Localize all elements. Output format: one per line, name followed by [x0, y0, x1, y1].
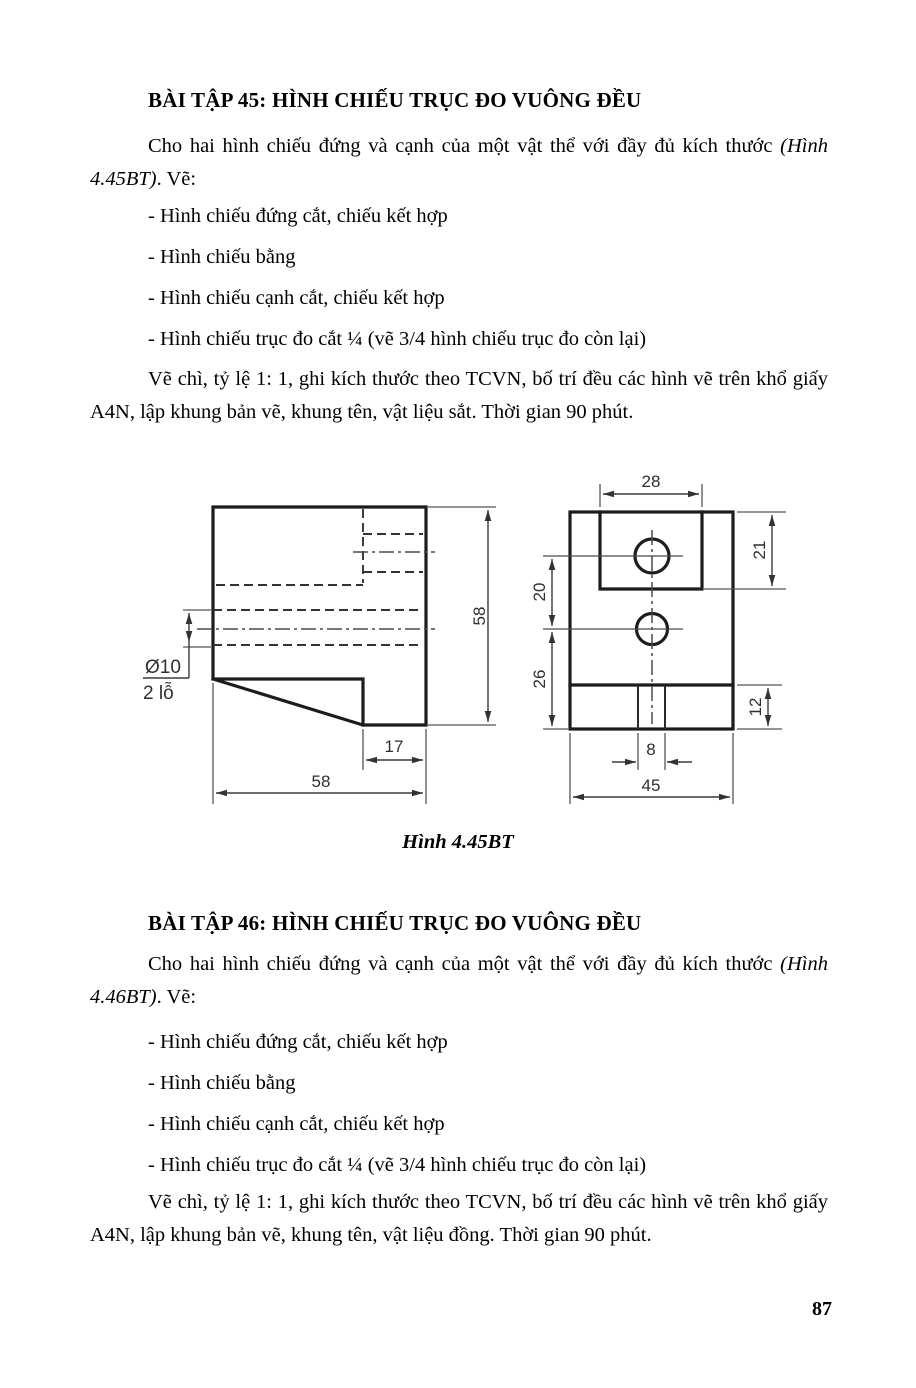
exercise-46-intro — [90, 948, 828, 1014]
intro-text-after: . Vẽ: — [156, 168, 197, 190]
dim-front-step: 17 — [384, 737, 404, 756]
dim-side-slot-width: 8 — [646, 740, 656, 759]
exercise-45-requirements — [148, 196, 838, 360]
dim-front-height: 58 — [470, 606, 489, 626]
exercise-46-note: Vẽ chì, tỷ lệ 1: 1, ghi kích thước theo TCVN, bố trí đều các hình vẽ trên khổ giấy A4N, lập khung bản vẽ, khung tên, vật liệu đồng. Thời gian 90 phút. — [90, 1191, 828, 1246]
exercise-46-heading: BÀI TẬP 46: HÌNH CHIẾU TRỤC ĐO VUÔNG ĐỀU — [148, 911, 642, 935]
intro-text: Cho hai hình chiếu đứng và cạnh của một vật thể với đầy đủ kích thước — [148, 953, 781, 975]
label-hole-count: 2 lỗ — [143, 683, 174, 704]
requirement-item: - Hình chiếu đứng cắt, chiếu kết hợp — [148, 205, 448, 227]
figure-caption: Hình 4.45BT — [402, 831, 514, 853]
requirement-item: - Hình chiếu cạnh cắt, chiếu kết hợp — [148, 287, 445, 309]
intro-text: Cho hai hình chiếu đứng và cạnh của một vật thể với đầy đủ kích thước — [148, 135, 781, 157]
side-view — [530, 472, 786, 804]
exercise-46-requirements — [148, 1022, 838, 1186]
exercise-45-intro — [90, 130, 828, 196]
exercise-45-heading: BÀI TẬP 45: HÌNH CHIẾU TRỤC ĐO VUÔNG ĐỀU — [148, 88, 642, 112]
technical-drawing-svg — [90, 452, 830, 824]
front-view — [143, 507, 496, 804]
figure-reference: (Hình 4.46BT) — [90, 953, 828, 1008]
figure-reference: (Hình 4.45BT) — [90, 135, 828, 190]
requirement-item: - Hình chiếu cạnh cắt, chiếu kết hợp — [148, 1113, 445, 1135]
requirement-item: - Hình chiếu trục đo cắt ¼ (vẽ 3/4 hình chiếu trục đo còn lại) — [148, 328, 647, 350]
dim-front-width: 58 — [311, 772, 331, 791]
label-hole-diameter: Ø10 — [145, 657, 181, 678]
dim-side-top-height: 21 — [750, 540, 769, 560]
dim-side-base-height: 12 — [746, 697, 765, 717]
dim-side-hole-distance: 20 — [530, 582, 549, 602]
requirement-item: - Hình chiếu trục đo cắt ¼ (vẽ 3/4 hình chiếu trục đo còn lại) — [148, 1154, 647, 1176]
exercise-45-note: Vẽ chì, tỷ lệ 1: 1, ghi kích thước theo TCVN, bố trí đều các hình vẽ trên khổ giấy A4N, lập khung bản vẽ, khung tên, vật liệu sắt. Thời gian 90 phút. — [90, 368, 828, 423]
requirement-item: - Hình chiếu đứng cắt, chiếu kết hợp — [148, 1031, 448, 1053]
figure-drawing — [90, 452, 830, 829]
dim-side-lower-height: 26 — [530, 669, 549, 689]
dim-side-width: 45 — [641, 776, 661, 795]
requirement-item: - Hình chiếu bằng — [148, 246, 296, 268]
intro-text-after: . Vẽ: — [156, 986, 197, 1008]
requirement-item: - Hình chiếu bằng — [148, 1072, 296, 1094]
page-number: 87 — [812, 1298, 832, 1320]
dim-side-top-slot-width: 28 — [641, 472, 661, 491]
